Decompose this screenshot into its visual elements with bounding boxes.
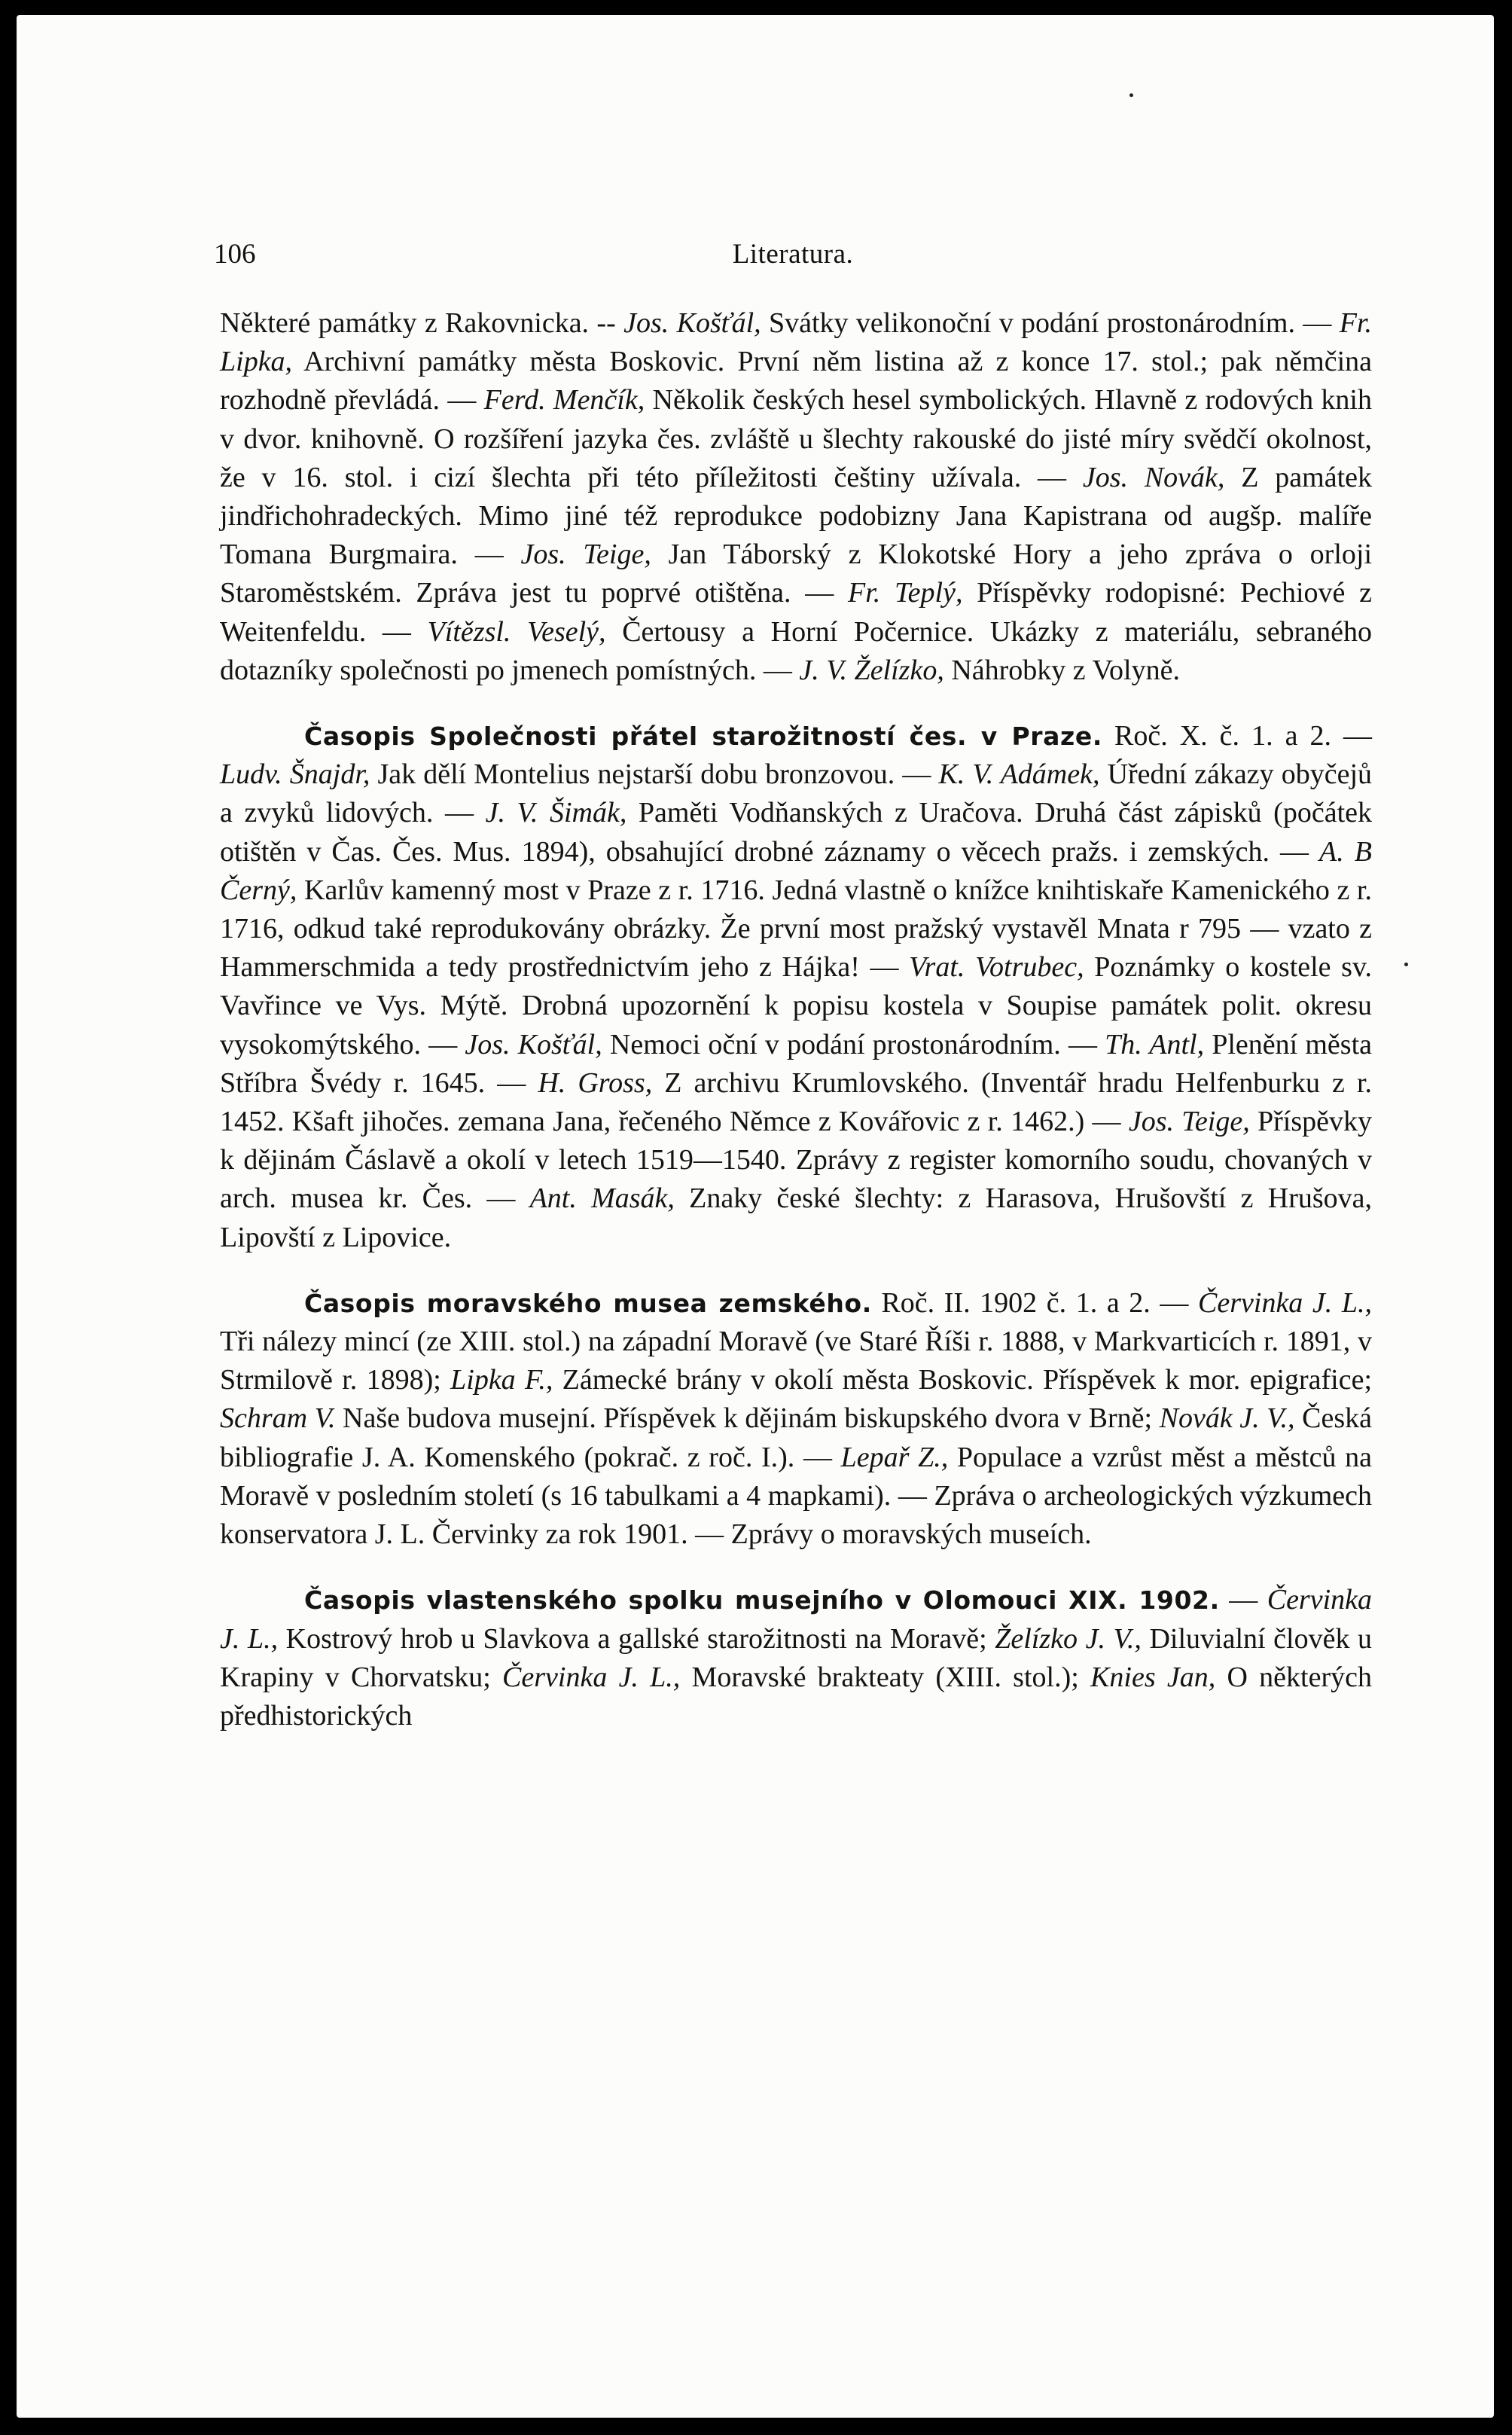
paragraph [220,1581,1372,1735]
page-header [214,238,1372,276]
author-reference: Jos. Novák, [1082,461,1225,493]
ink-speck [1404,963,1408,966]
author-reference: Červinka J. L., [220,1584,1373,1655]
author-reference: Fr. Teplý, [847,577,963,609]
text-segment: Poznámky o kostele sv. Vavřince ve Vys. Mýtě. Drobná upozornění k popisu kostela v Soupise památek polit. okresu vysokomýtského. — [220,951,1372,1060]
text-segment: Roč. X. č. 1. a 2. — [1102,720,1372,752]
author-reference: Jos. Teige, [520,539,651,571]
page-sheet [17,15,1494,2418]
author-reference: Červinka J. L., [1198,1286,1373,1319]
text-segment: Naše budova musejní. Příspěvek k dějinám biskupského dvora v Brně; [335,1402,1160,1435]
text-segment: O některých předhistorických [220,1661,1372,1732]
author-reference: Ferd. Menčík, [483,384,645,417]
author-reference: Lipka F., [450,1364,553,1396]
text-segment: Jak dělí Montelius nejstarší dobu bronzovou. — [370,758,939,791]
text-segment: Jan Táborský z Klokotské Hory a jeho zpráva o orloji Staroměstském. Zpráva jest tu poprvé otištěna. — [220,539,1372,609]
text-segment: Populace a vzrůst měst a městců na Moravě v posledním století (s 16 tabulkami a 4 mapkami). — Zpráva o archeologických výzkumech konservatora J. L. Červinky za rok 1901. — Zprávy o moravských museích. [220,1441,1373,1551]
paragraph [220,1284,1372,1554]
author-reference: Vrat. Votrubec, [909,951,1084,984]
text-segment: Znaky české šlechty: z Harasova, Hrušovští z Hrušova, Lipovští z Lipovice. [220,1182,1373,1253]
author-reference: Th. Antl, [1105,1028,1205,1060]
text-segment: Diluvialní člověk u Krapiny v Chorvatsku; [220,1622,1373,1693]
text-segment: Paměti Vodňanských z Uračova. Druhá část zápisků (počátek otištěn v Čas. Čes. Mus. 1894), obsahující drobné záznamy o věcech pražs. i zemských. — [220,797,1372,868]
text-segment: — [1219,1584,1267,1616]
paragraph [220,304,1372,690]
author-reference: Schram V. [220,1402,336,1435]
author-reference: J. V. Šimák, [485,797,627,829]
author-reference: A. B Černý, [220,835,1372,906]
author-reference: Novák J. V., [1159,1402,1295,1435]
author-reference: Jos. Teige, [1128,1106,1250,1138]
text-segment: Příspěvky rodopisné: Pechiové z Weitenfeldu. — [220,577,1372,648]
running-title: Literatura. [732,239,854,270]
text-segment: Úřední zákazy obyčejů a zvyků lidových. — [220,758,1372,829]
text-segment: Čertousy a Horní Počernice. Ukázky z materiálu, sebraného dotazníky společnosti po jmenech pomístných. — [220,615,1373,686]
journal-title: Časopis Společnosti přátel starožitností čes. v Praze. [304,722,1102,752]
text-segment: Příspěvky k dějinám Čáslavě a okolí v letech 1519—1540. Zprávy z register komorního soudu, chovaných v arch. musea kr. Čes. — [220,1106,1373,1215]
author-reference: Fr. Lipka, [220,307,1373,378]
author-reference: Želízko J. V., [995,1622,1142,1655]
ink-speck [1129,93,1133,97]
text-segment: Kostrový hrob u Slavkova a gallské starožitnosti na Moravě; [278,1622,995,1655]
text-segment: Plenění města Stříbra Švédy r. 1645. — [220,1028,1373,1099]
author-reference: K. V. Adámek, [938,758,1100,791]
text-segment: Několik českých hesel symbolických. Hlavně z rodových knih v dvor. knihovně. O rozšíření jazyka čes. zvláště u šlechty rakouské do jisté míry svědčí okolnost, že v 16. stol. i cizí šlechta při této příležitosti češtiny užívala. — [220,384,1372,493]
text-segment: Nemoci oční v podání prostonárodním. — [602,1028,1105,1060]
text-segment: Z památek jindřichohradeckých. Mimo jiné též reprodukce podobizny Jana Kapistrana od augšp. malíře Tomana Burgmaira. — [220,461,1372,571]
author-reference: J. V. Želízko, [799,654,944,686]
journal-title: Časopis moravského musea zemského. [304,1288,872,1318]
author-reference: Knies Jan, [1090,1661,1216,1693]
text-segment: Karlův kamenný most v Praze z r. 1716. Jedná vlastně o knížce knihtiskaře Kamenického z r. 1716, odkud také reprodukovány obrázky. Že první most pražský vystavěl Mnata r 795 — vzato z Hammerschmida a tedy prostřednictvím jeho z Hájka! — [220,874,1372,984]
author-reference: Jos. Košťál, [623,307,761,339]
text-segment: Zámecké brány v okolí města Boskovic. Příspěvek k mor. epigrafice; [553,1364,1373,1396]
author-reference: Ant. Masák, [529,1182,675,1215]
page-number: 106 [214,239,256,270]
text-segment: Z archivu Krumlovského. (Inventář hradu Helfenburku z r. 1452. Kšaft jihočes. zemana Jana, řečeného Němce z Kovářovic z r. 1462.) — [220,1066,1372,1138]
author-reference: Vítězsl. Veselý, [427,615,606,648]
text-segment: Roč. II. 1902 č. 1. a 2. — [871,1286,1199,1319]
author-reference: Červinka J. L., [502,1661,681,1693]
text-segment: Česká bibliografie J. A. Komenského (pokrač. z roč. I.). — [220,1402,1372,1473]
text-segment: Některé památky z Rakovnicka. -- [220,307,624,339]
author-reference: H. Gross, [538,1066,653,1099]
journal-title: Časopis vlastenského spolku musejního v Olomouci XIX. 1902. [304,1585,1220,1616]
text-segment: Svátky velikonoční v podání prostonárodním. — [761,307,1340,339]
author-reference: Jos. Košťál, [465,1028,602,1060]
text-body [220,304,1372,1735]
paragraph [220,717,1372,1257]
text-segment: Moravské brakteaty (XIII. stol.); [680,1661,1091,1693]
author-reference: Lepař Z., [840,1441,949,1473]
text-segment: Tři nálezy mincí (ze XIII. stol.) na západní Moravě (ve Staré Říši r. 1888, v Markvarticích r. 1891, v Strmilově r. 1898); [220,1326,1372,1396]
author-reference: Ludv. Šnajdr, [220,758,370,791]
text-segment: Archivní památky města Boskovic. První něm listina až z konce 17. stol.; pak němčina rozhodně převládá. — [220,346,1372,417]
text-segment: Náhrobky z Volyně. [943,654,1180,686]
